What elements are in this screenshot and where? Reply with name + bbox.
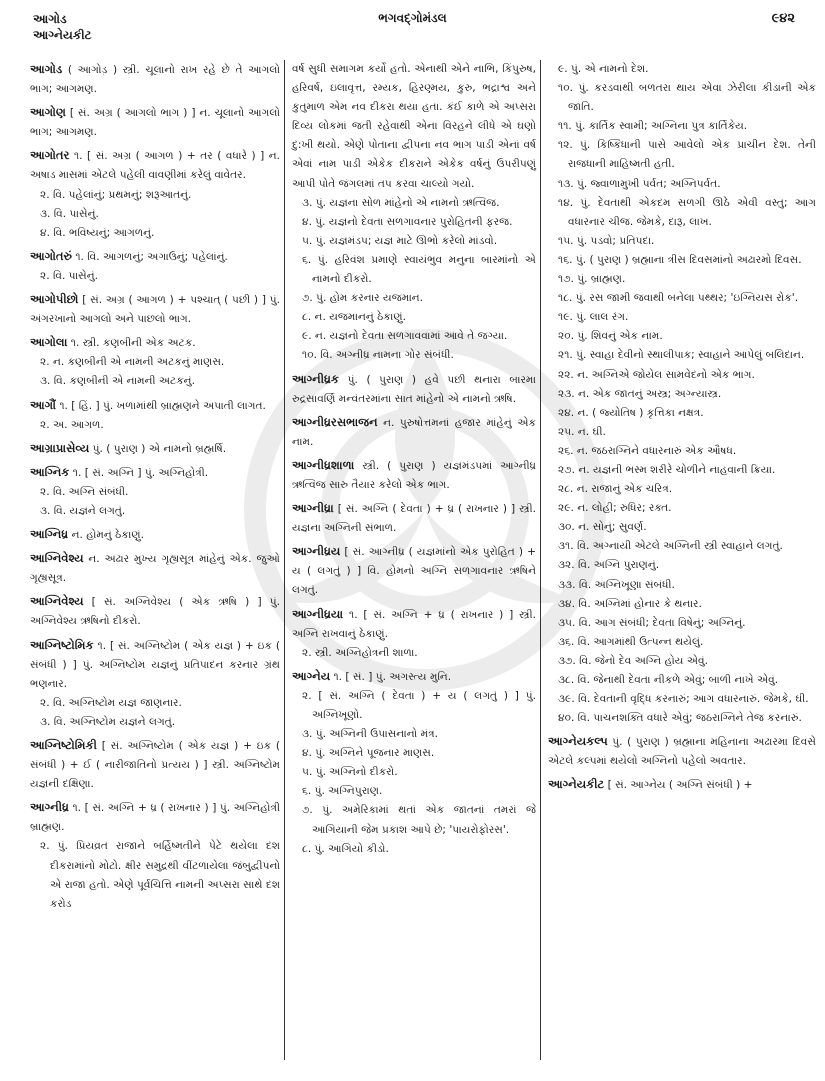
- definition-text: ૧. [ હિં. ] પું. ખળામાંથી બ્રાહ્મણને અપાતી લાગત.: [55, 399, 266, 412]
- sense-item: ૭. પું. અમેરિકામાં થતાં એક જાતનાં તમરાં જે આગિયાની જેમ પ્રકાશ આપે છે; 'પાયરોફોરસ'.: [302, 804, 536, 836]
- dictionary-entry: [30, 103, 280, 142]
- definition-text: ૧. [ સં. અગ્નિ ] પું. અગ્નિહોત્રી.: [69, 466, 209, 479]
- sense-item: ૬. પું. અગ્નિપુરાણ.: [302, 785, 383, 798]
- entry-definition: [30, 60, 280, 99]
- sense-item: ૫. પું. અગ્નિનો દીકરો.: [302, 766, 398, 779]
- sense-item: ૯. પું. એ નામનો દેશ.: [558, 63, 649, 75]
- dictionary-entry: [30, 247, 280, 286]
- sense-item: ૪. વિ. ભવિષ્યનું; આગળનું.: [40, 226, 155, 239]
- definition-text: ૧. સ્ત્રી. કણબીની એક અટક.: [67, 337, 196, 350]
- definition-text: સ્ત્રી. ( પુરાણ ) યજ્ઞમંડપમાં આગ્નીધ્ર ઋત્વિજ સારુ તૈયાર કરેલો એક ભાગ.: [292, 459, 536, 491]
- sense-item: ૩૯. વિ. દેવતાની વૃદ્ધિ કરનારું; આગ વધારનારું. જેમકે, ઘી.: [558, 693, 809, 706]
- headword: આગ્નીધ્રરસભાજન: [292, 414, 378, 429]
- sense-item: ૨૭. ન. યજ્ઞની ભસ્મ શરીરે ચોળીને નાહવાની ક્રિયા.: [558, 463, 776, 476]
- last-guide-word: આગ્નેયકીટ: [33, 28, 92, 42]
- entry-definition: [292, 60, 536, 194]
- definition-text: ૧. [ સં. અગ્ર ( આગળ ) + તર ( વધારે ) ] ન. અષાડ માસમાં એટલે પહેલી વાવણીમાં કરેલું વાવેતર.: [30, 150, 280, 182]
- entry-definition: [292, 413, 536, 452]
- headword: આગોલા: [30, 335, 68, 350]
- sense-item: ૨. પું. પ્રિયવ્રત રાજાને બર્હિષ્મતીને પેટે થયેલા દશ દીકરામાંનો મોટો. ક્ષીર સમુદ્રથી વીંટળાયેલા જંબુદ્વીપનો એ રાજા હતો. એણે પૂર્વચિત્તિ નામની અપ્સરા સાથે દશ કરોડ: [40, 840, 280, 910]
- entry-definition: [30, 396, 280, 416]
- entry-definition: [30, 525, 280, 545]
- dictionary-entry: [292, 542, 536, 600]
- sense-item: ૩૭. વિ. જેનો દેવ અગ્નિ હોય એવું.: [558, 654, 708, 667]
- sense-item: ૩૪. વિ. અગ્નિમાં હોનાર કે થનાર.: [558, 597, 702, 610]
- dictionary-entry: [292, 413, 536, 452]
- dictionary-entry: [30, 592, 280, 631]
- sense-item: ૭. પું. હોમ કરનાર યજમાન.: [302, 292, 424, 305]
- headword: આગ્નિષ્ટોમિક: [30, 637, 94, 652]
- sense-item: ૮. પું. આગિયો કીડો.: [302, 842, 389, 855]
- sense-item: ૩૮. વિ. જેનાથી દેવતા નીકળે એવું; બાળી નાખે એવું.: [558, 674, 779, 686]
- sense-item: ૧૨. પું. કિષ્કિંધાની પાસે આવેલો એક પ્રાચીન દેશ. તેની રાજધાની માહિષ્મતી હતી.: [558, 139, 816, 171]
- book-title: ભગવદ્ગોમંડલ: [378, 11, 447, 25]
- sense-item: ૩૧. વિ. અગ્નાયી એટલે અગ્નિની સ્ત્રી સ્વાહાને લગતું.: [558, 540, 783, 553]
- sense-item: ૧૧. પું. કાર્તિક સ્વામી; અગ્નિના પુત્ર કાર્તિકેય.: [558, 120, 748, 133]
- headword: આગ્નિષ્ટોમિકી: [30, 738, 97, 752]
- dictionary-entry: [292, 370, 536, 409]
- headword: આગોતરું: [30, 248, 72, 263]
- entry-definition: [30, 290, 280, 329]
- dictionary-entry: [292, 60, 536, 366]
- dictionary-entry: [30, 736, 280, 794]
- first-guide-word: આગોડ: [33, 12, 67, 26]
- sense-item: ૩. પું. અગ્નિની ઉપાસનાનો મંત્ર.: [302, 728, 439, 741]
- page-header: [0, 0, 825, 56]
- sense-item: ૧૪. પું. દેવતાથી એકદમ સળગી ઊઠે એવી વસ્તુ; આગ વધારનાર ચીજ. જેમકે, દારૂ, લાખ.: [558, 196, 816, 228]
- entry-definition: [30, 333, 280, 353]
- sense-item: ૩. પું. યજ્ઞના સોળ માંહેનો એ નામનો ઋત્વિજ.: [302, 196, 500, 209]
- sense-item: ૩. વિ. અગ્નિષ્ટોમ યજ્ઞને લગતું.: [40, 715, 176, 728]
- dictionary-entry: [30, 60, 280, 99]
- definition-text: [ સં. આગ્નીધ્ર ( યજ્ઞમાંનો એક પુરોહિત ) + ય ( લગતું ) ] વિ. હોમનો અગ્નિ સળગાવનાર ઋષિને લગતું.: [292, 546, 536, 597]
- definition-text: ન. હોમનું ઠેકાણું.: [68, 529, 144, 542]
- sense-item: ૪૦. વિ. પાચનશક્તિ વધારે એવું; જઠરાગ્નિને તેજ કરનારું.: [558, 712, 802, 725]
- sense-item: ૧૫. પું. પડવો; પ્રતિપદા.: [558, 234, 655, 247]
- definition-text: વર્ષ સુધી સમાગમ કર્યો હતો. એનાથી એને નાભિ, કિંપુરુષ, હરિવર્ષ, ઇલાવૃત્ત, રમ્યક, હિરણ્મય, કુરુ, ભદ્રાશ્વ અને કુતુમાળ એમ નવ દીકરા થયા હતા. કંઈ કાળે એ અપ્સરા દિવ્ય લોકમાં જતી રહેવાથી એના વિરહને લીધે એ ઘણો દુ:ખી થયો. એણે પોતાના દ્વીપના નવ ભાગ પાડી એનાં વર્ષ એવાં નામ પાડી એકેક દીકરાને એકેક વર્ષનું ઉપરીપણું આપી પોતે જંગલમાં તપ કરવા ચાલ્યો ગયો.: [292, 63, 536, 190]
- dictionary-entry: [30, 798, 280, 914]
- column-divider: [540, 60, 541, 1060]
- dictionary-entry: [548, 775, 816, 795]
- entry-definition: [30, 798, 280, 837]
- entry-definition: [30, 439, 280, 459]
- definition-text: પું. ( પુરાણ ) બ્રહ્માના મહિનાના અઢારમા દિવસે એટલે કલ્પમાં થયેલો અગ્નિનો પહેલો અવતાર.: [548, 736, 816, 768]
- definition-text: ન. પુરુષોત્તમનાં હજાર માંહેનું એક નામ.: [292, 416, 536, 448]
- dictionary-columns: [30, 60, 820, 1075]
- sense-item: ૨. વિ. પહેલાંનું; પ્રથમનું; શરૂઆતનું.: [40, 188, 192, 201]
- sense-item: ૨૬. ન. જઠરાગ્નિને વધારનારું એક ઔષધ.: [558, 444, 737, 457]
- dictionary-entry: [30, 146, 280, 242]
- sense-item: ૩. વિ. પાસેનું.: [40, 207, 99, 220]
- sense-item: ૨. [ સં. અગ્નિ ( દેવતા ) + ય ( લગતું ) ] પું. અગ્નિખૂણો.: [302, 689, 536, 721]
- definition-text: ૧. [ સં. અગ્નિ + ધ્ર ( રાખનાર ) ] પું. અગ્નિહોત્રી બ્રાહ્મણ.: [30, 802, 280, 834]
- column-2: [292, 60, 536, 863]
- dictionary-entry: [30, 396, 280, 435]
- sense-item: ૪. પું. યજ્ઞનો દેવતા સળગાવનાર પુરોહિતની ફરજ.: [302, 215, 513, 228]
- sense-item: ૧૩. પું. જ્વાળામુખી પર્વત; અગ્નિપર્વત.: [558, 177, 721, 190]
- dictionary-entry: [548, 60, 816, 728]
- sense-item: ૩૦. ન. સોનું; સુવર્ણ.: [558, 521, 647, 534]
- entry-definition: [292, 370, 536, 409]
- sense-item: ૨. ન. કણબીની એ નામની અટકનું માણસ.: [40, 356, 225, 369]
- entry-definition: [292, 605, 536, 644]
- headword: આગૌં: [30, 397, 56, 412]
- entry-definition: [292, 456, 536, 495]
- headword: આગ્નીધ્રય: [292, 544, 341, 559]
- headword: આગ્નિધ્ર: [30, 527, 69, 542]
- dictionary-entry: [292, 605, 536, 663]
- sense-item: ૨૯. ન. લોહી; રુધિર; રક્ત.: [558, 502, 672, 515]
- entry-definition: [292, 542, 536, 600]
- page-number: ૯૪૨: [771, 11, 795, 26]
- sense-item: ૩. વિ. યજ્ઞને લગતું.: [40, 504, 126, 517]
- sense-item: ૨૪. ન. ( જ્યોતિષ ) કૃત્તિકા નક્ષત્ર.: [558, 406, 704, 419]
- sense-item: ૨. વિ. અગ્નિષ્ટોમ યજ્ઞ જાણનાર.: [40, 696, 182, 709]
- definition-text: [ સં. અગ્ર ( આગલો ભાગ ) ] ન. ચૂલાનો આગલો ભાગ; આગમણ.: [30, 107, 280, 139]
- definition-text: [ સં. અગ્ર ( આગળ ) + પશ્ચાત્ ( પછી ) ] પું. અંગરખાનો આગલો અને પાછલો ભાગ.: [30, 294, 280, 326]
- entry-definition: [548, 775, 816, 795]
- headword: આગ્નીધ્રયા: [292, 606, 344, 621]
- column-1: [30, 60, 280, 918]
- sense-item: ૧૮. પું. રસ જામી જવાથી બનેલા પથ્થર; 'ઇગ્નિયસ રોક'.: [558, 292, 799, 305]
- entry-definition: [292, 499, 536, 538]
- definition-text: ૧. [ સં. અગ્નિષ્ટોમ ( એક યજ્ઞ ) + ઇક ( સંબંધી ) ] પું. અગ્નિષ્ટોમ યજ્ઞનું પ્રતિપાદન કરનાર ગ્રંથ ભણનાર.: [30, 639, 280, 690]
- definition-text: ન. અઢાર મુખ્ય ગૃહ્યસૂત્ર માંહેનું એક. જુઓ ગૃહ્યસૂત્ર.: [30, 553, 280, 585]
- sense-item: ૧૯. પું. લાલ રંગ.: [558, 311, 629, 324]
- sense-item: ૩. વિ. કણબીની એ નામની અટકનું.: [40, 375, 195, 388]
- sense-item: ૨૮. ન. રાજાનું એક ચરિત્ર.: [558, 483, 673, 496]
- sense-item: ૨૫. ન. ઘી.: [558, 425, 606, 438]
- definition-text: [ સં. અગ્નિવેશ્ય ( એક ઋષિ ) ] પું. અગ્નિવેશ્ય ઋષિનો દીકરો.: [30, 596, 280, 628]
- entry-definition: [30, 103, 280, 142]
- sense-item: ૨. અ. આગળ.: [40, 418, 104, 431]
- headword: આગ્નિવેશ્ય: [30, 594, 84, 609]
- headword: આગ્નેયકલ્પ: [548, 734, 608, 749]
- sense-item: ૧૭. પું. બ્રાહ્મણ.: [558, 273, 626, 286]
- sense-item: ૨. વિ. અગ્નિ સંબંધી.: [40, 485, 129, 498]
- sense-item: ૨૧. પું. સ્વાહા દેવીનો સ્થાલીપાક; સ્વાહાને આપેલું બલિદાન.: [558, 349, 805, 362]
- dictionary-entry: [30, 439, 280, 459]
- entry-definition: [30, 146, 280, 185]
- dictionary-entry: [292, 499, 536, 538]
- sense-item: ૧૦. પું. કરડવાથી બળતરા થાય એવા ઝેરીલા કીડાની એક જાતિ.: [558, 82, 816, 114]
- column-divider: [284, 60, 285, 1060]
- entry-definition: [30, 549, 280, 588]
- entry-definition: [30, 247, 280, 267]
- dictionary-entry: [292, 667, 536, 859]
- dictionary-entry: [548, 732, 816, 771]
- entry-definition: [30, 736, 280, 794]
- sense-item: ૧૦. વિ. અગ્નીધ્ર નામના ગોર સંબંધી.: [302, 349, 454, 362]
- sense-item: ૯. ન. યજ્ઞનો દેવતા સળગાવવામાં આવે તે જગ્યા.: [302, 330, 508, 343]
- definition-text: [ સં. અગ્નિ ( દેવતા ) + ધ્ર ( રાખનાર ) ] સ્ત્રી. યજ્ઞના અગ્નિની સંભાળ.: [292, 503, 536, 535]
- definition-text: પું. ( પુરાણ ) હવે પછી થનારા બારમા રુદ્રસાવર્ણિ મન્વંતરમાંના સાત માંહેનો એ નામનો ઋષિ.: [292, 373, 536, 405]
- dictionary-entry: [30, 525, 280, 545]
- definition-text: પું. ( પુરાણ ) એ નામનો બ્રહ્મર્ષિ.: [89, 442, 227, 455]
- headword: આગ્નેયકીટ: [548, 777, 605, 792]
- definition-text: ૧. [ સં. ] પું. અગસ્ત્ય મુનિ.: [330, 670, 452, 683]
- sense-item: ૨. વિ. પાસેનું.: [40, 269, 98, 282]
- headword: આગ્નિક: [30, 464, 70, 479]
- dictionary-entry: [30, 549, 280, 588]
- sense-item: ૩૫. વિ. આગ સંબંધી; દેવતા વિષેનું; અગ્નિનું.: [558, 616, 746, 629]
- headword: આગ્નીધ્ર: [30, 800, 69, 815]
- sense-item: ૧૬. પું. ( પુરાણ ) બ્રહ્માના ત્રીસ દિવસમાંનો અઢારમો દિવસ.: [558, 253, 802, 266]
- entry-definition: [30, 592, 280, 631]
- sense-item: ૨૩. ન. એક જાતનું અસ્ત્ર; અગ્ન્યાસ્ત્ર.: [558, 387, 722, 400]
- headword: આગોડ: [30, 62, 63, 76]
- headword: આગ્નીધ્રશાળા: [292, 457, 355, 472]
- sense-item: ૬. પું. હરિવંશ પ્રમાણે સ્વાયંભુવ મનુના બારમાંનો એ નામનો દીકરો.: [302, 253, 536, 286]
- dictionary-entry: [30, 636, 280, 732]
- entry-definition: [30, 636, 280, 694]
- headword: આગોણ: [30, 105, 66, 120]
- headword: આગોપીછો: [30, 292, 79, 307]
- sense-item: ૩૨. વિ. અગ્નિ પુરાણનું.: [558, 559, 660, 572]
- dictionary-entry: [30, 333, 280, 391]
- dictionary-entry: [30, 463, 280, 521]
- headword: આગ્નીધ્રક: [292, 371, 340, 386]
- headword: આગ્નેય: [292, 668, 331, 683]
- headword: આગ્રાપ્રાસેવ્ય: [30, 440, 90, 455]
- sense-item: ૨૨. ન. અગ્નિએ જોયેલ સામવેદનો એક ભાગ.: [558, 368, 755, 381]
- definition-text: ૧. [ સં. અગ્નિ + ધ્ર ( રાખનાર ) ] સ્ત્રી. અગ્નિ રાખવાનું ઠેકાણું.: [292, 608, 536, 640]
- sense-item: ૪. પું. અગ્નિને પૂજનાર માણસ.: [302, 747, 435, 760]
- headword: આગ્નીધ્રા: [292, 501, 334, 516]
- headword: આગોતર: [30, 148, 70, 163]
- sense-item: ૩૩. વિ. અગ્નિખૂણા સંબંધી.: [558, 578, 675, 591]
- headword: આગ્નિવેશ્ય: [30, 551, 84, 566]
- sense-item: ૮. ન. યજમાનનું ઠેકાણું.: [302, 311, 406, 324]
- entry-definition: [292, 667, 536, 687]
- entry-definition: [30, 463, 280, 483]
- dictionary-entry: [292, 456, 536, 495]
- sense-item: ૫. પું. યજ્ઞમંડપ; યજ્ઞ માટે ઊભો કરેલો માંડવો.: [302, 234, 498, 247]
- sense-item: ૩૬. વિ. આગમાંથી ઉત્પન્ન થયેલું.: [558, 635, 704, 648]
- column-3: [548, 60, 816, 800]
- definition-text: [ સં. અગ્નિષ્ટોમ ( એક યજ્ઞ ) + ઇક ( સંબંધી ) + ઈ ( નારીજાતિનો પ્રત્યય ) ] સ્ત્રી. અગ્નિષ્ટોમ યજ્ઞની દક્ષિણા.: [30, 740, 280, 791]
- definition-text: ૧. વિ. આગળનું; અગાઉનું; પહેલાંનું.: [71, 250, 228, 263]
- sense-item: ૨૦. પું. શિવનું એક નામ.: [558, 330, 663, 343]
- entry-definition: [548, 732, 816, 771]
- dictionary-entry: [30, 290, 280, 329]
- definition-text: ( આગોડ઼ ) સ્ત્રી. ચૂલાનો રાખ રહે છે તે આગલો ભાગ; આગમણ.: [30, 64, 280, 96]
- sense-item: ૨. સ્ત્રી. અગ્નિહોત્રની શાળા.: [302, 646, 418, 659]
- definition-text: [ સં. આગ્નેય ( અગ્નિ સંબંધી ) +: [604, 779, 753, 792]
